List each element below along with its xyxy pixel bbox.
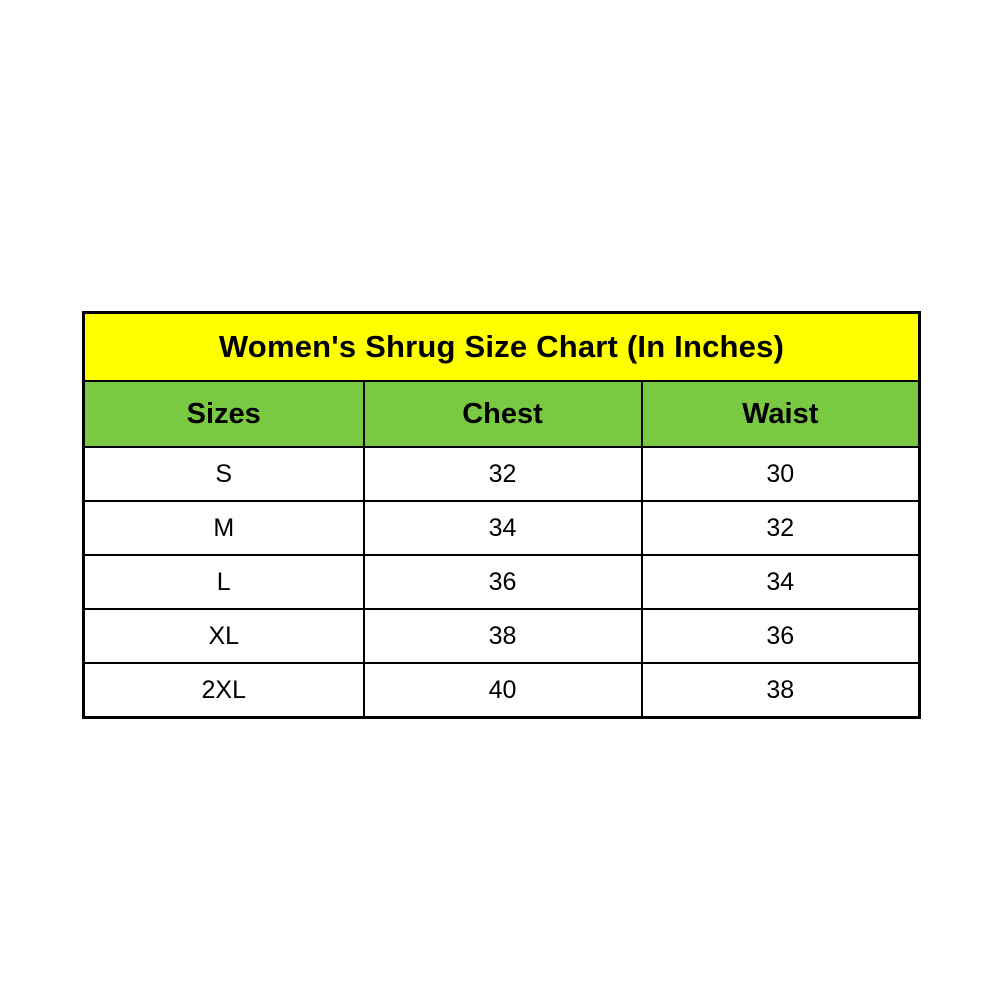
column-header-waist: Waist [642, 381, 920, 447]
cell-waist: 38 [642, 663, 920, 718]
cell-size: S [84, 447, 364, 501]
cell-size: M [84, 501, 364, 555]
cell-chest: 36 [364, 555, 642, 609]
table-row [84, 447, 920, 501]
table-title-row [84, 313, 920, 382]
cell-chest: 40 [364, 663, 642, 718]
chart-title: Women's Shrug Size Chart (In Inches) [84, 313, 920, 382]
cell-size: XL [84, 609, 364, 663]
column-header-sizes: Sizes [84, 381, 364, 447]
cell-size: L [84, 555, 364, 609]
cell-waist: 36 [642, 609, 920, 663]
table-row [84, 501, 920, 555]
table-row [84, 609, 920, 663]
cell-chest: 34 [364, 501, 642, 555]
cell-chest: 32 [364, 447, 642, 501]
cell-chest: 38 [364, 609, 642, 663]
cell-waist: 32 [642, 501, 920, 555]
cell-waist: 30 [642, 447, 920, 501]
table-row [84, 663, 920, 718]
cell-size: 2XL [84, 663, 364, 718]
table-header-row [84, 381, 920, 447]
column-header-chest: Chest [364, 381, 642, 447]
cell-waist: 34 [642, 555, 920, 609]
size-chart-table [82, 311, 921, 719]
table-row [84, 555, 920, 609]
size-chart-container [82, 311, 918, 719]
